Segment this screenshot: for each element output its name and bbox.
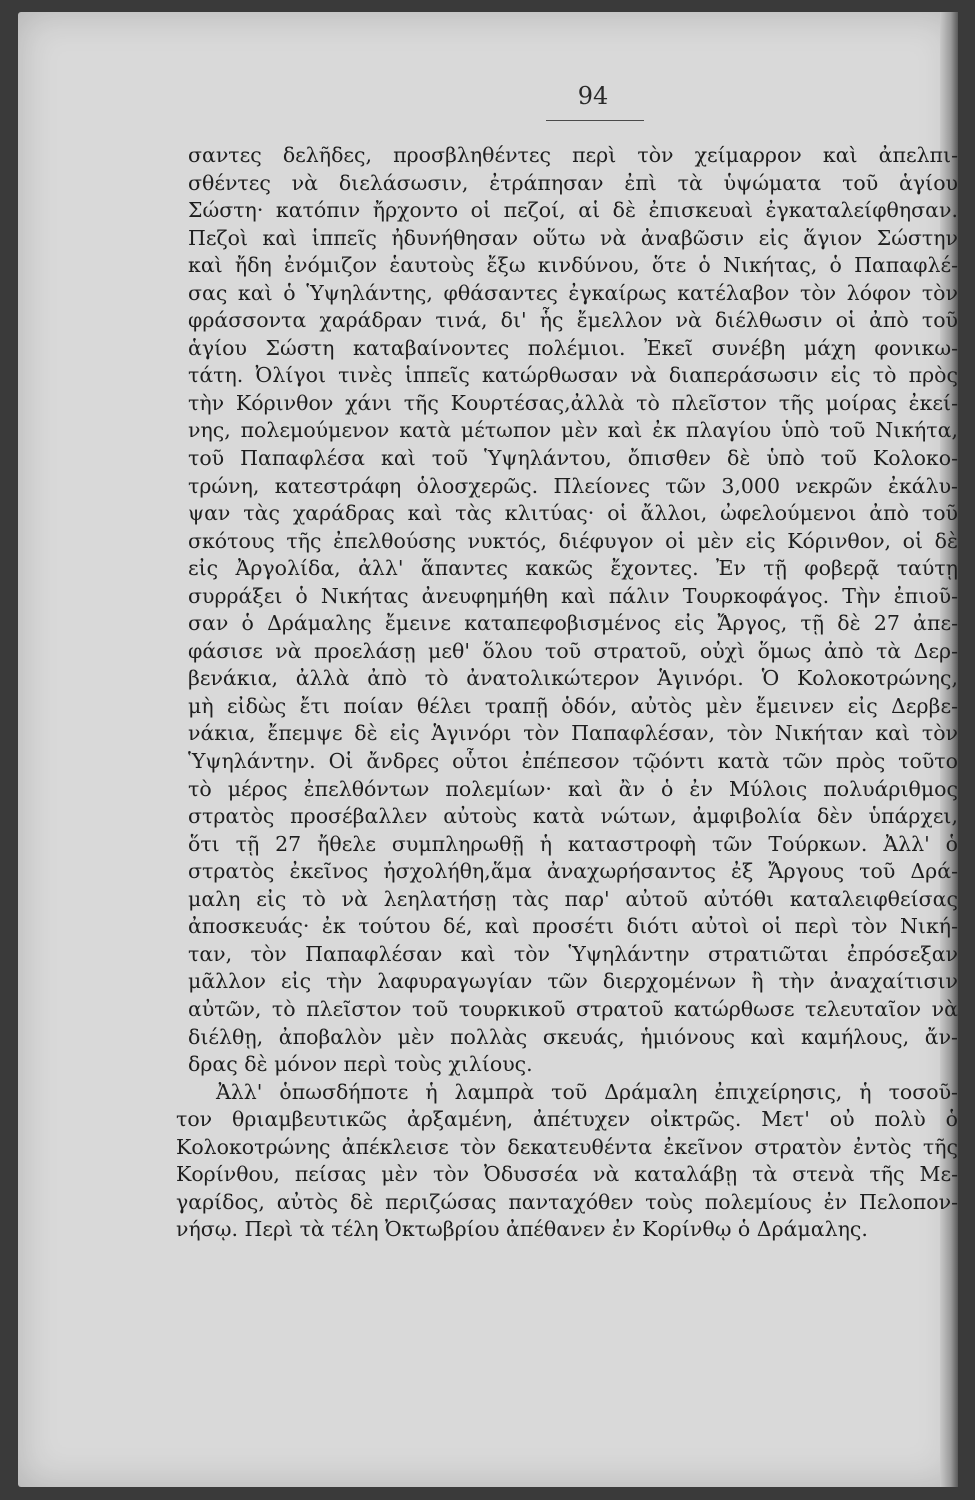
text-line: συρράξει ὁ Νικήτας ἀνευφημήθη καὶ πάλιν Τουρκοφάγος. Τὴν ἐπιοῦ- (188, 583, 958, 608)
text-line: καὶ ἤδη ἐνόμιζον ἑαυτοὺς ἔξω κινδύνου, ὅτε ὁ Νικήτας, ὁ Παπαφλέ- (188, 253, 958, 278)
text-line: φράσσοντα χαράδραν τινά, δι' ἧς ἔμελλον νὰ διέλθωσιν οἱ ἀπὸ τοῦ (188, 308, 958, 333)
text-line: σκότους τῆς ἐπελθούσης νυκτός, διέφυγον οἱ μὲν εἰς Κόρινθον, οἱ δὲ (188, 528, 958, 553)
book-page (18, 12, 958, 1487)
text-line: στρατὸς ἐκεῖνος ἠσχολήθη,ἅμα ἀναχωρήσαντος ἐξ Ἄργους τοῦ Δρά- (188, 859, 958, 884)
text-line: νης, πολεμούμενον κατὰ μέτωπον μὲν καὶ ἐκ πλαγίου ὑπὸ τοῦ Νικήτα, (188, 418, 958, 443)
text-line: βενάκια, ἀλλὰ ἀπὸ τὸ ἀνατολικώτερον Ἁγινόρι. Ὁ Κολοκοτρώνης, (188, 666, 958, 691)
text-line: σαντες δελῆδες, προσβληθέντες περὶ τὸν χείμαρρον καὶ ἀπελπι- (188, 143, 958, 167)
text-line: μὴ εἰδὼς ἔτι ποίαν θέλει τραπῇ ὁδόν, αὐτὸς μὲν ἔμεινεν εἰς Δερβε- (188, 693, 958, 718)
page-text (176, 142, 958, 1244)
text-line: ταν, τὸν Παπαφλέσαν καὶ τὸν Ὑψηλάντην στρατιῶται ἐπρόσεξαν (188, 941, 958, 966)
text-line: γαρίδος, αὐτὸς δὲ περιζώσας πανταχόθεν τοὺς πολεμίους ἐν Πελοπον- (176, 1189, 958, 1214)
text-line: ὅτι τῇ 27 ἤθελε συμπληρωθῇ ἡ καταστροφὴ τῶν Τούρκων. Ἀλλ' ὁ (188, 831, 958, 856)
text-line: νήσῳ. Περὶ τὰ τέλη Ὀκτωβρίου ἀπέθανεν ἐν Κορίνθῳ ὁ Δράμαλης. (176, 1217, 868, 1242)
text-line: ἁγίου Σώστη καταβαίνοντες πολέμιοι. Ἐκεῖ συνέβη μάχη φονικω- (188, 335, 958, 360)
text-line: Κολοκοτρώνης ἀπέκλεισε τὸν δεκατευθέντα ἐκεῖνον στρατὸν ἐντὸς τῆς (176, 1134, 958, 1159)
text-line: Πεζοὶ καὶ ἱππεῖς ἠδυνήθησαν οὕτω νὰ ἀναβῶσιν εἰς ἅγιον Σώστην (188, 225, 958, 250)
text-line: τάτη. Ὀλίγοι τινὲς ἱππεῖς κατώρθωσαν νὰ διαπεράσωσιν εἰς τὸ πρὸς (188, 363, 958, 388)
text-line: αὐτῶν, τὸ πλεῖστον τοῦ τουρκικοῦ στρατοῦ κατώρθωσε τελευταῖον νὰ (188, 996, 958, 1021)
text-line: Ἀλλ' ὁπωσδήποτε ἡ λαμπρὰ τοῦ Δράμαλη ἐπιχείρησις, ἡ τοσοῦ- (216, 1079, 958, 1104)
text-line: τον θριαμβευτικῶς ἀρξαμένη, ἀπέτυχεν οἰκτρῶς. Μετ' οὐ πολὺ ὁ (176, 1107, 958, 1132)
text-line: Ὑψηλάντην. Οἱ ἄνδρες οὗτοι ἐπέπεσον τῷόντι κατὰ τῶν πρὸς τοῦτο (188, 749, 958, 774)
text-line: σαν ὁ Δράμαλης ἔμεινε καταπεφοβισμένος εἰς Ἄργος, τῇ δὲ 27 ἀπε- (188, 611, 958, 636)
text-line: σας καὶ ὁ Ὑψηλάντης, φθάσαντες ἐγκαίρως κατέλαβον τὸν λόφον τὸν (188, 280, 958, 305)
text-line: τὴν Κόρινθον χάνι τῆς Κουρτέσας,ἀλλὰ τὸ πλεῖστον τῆς μοίρας ἐκεί- (188, 390, 958, 415)
text-line: στρατὸς προσέβαλλεν αὐτοὺς κατὰ νώτων, ἀμφιβολία δὲν ὑπάρχει, (188, 804, 958, 829)
page-number-rule (546, 120, 644, 121)
text-line: διέλθῃ, ἀποβαλὸν μὲν πολλὰς σκευάς, ἡμιόνους καὶ καμήλους, ἄν- (188, 1024, 958, 1049)
text-line: Κορίνθου, πείσας μὲν τὸν Ὀδυσσέα νὰ καταλάβῃ τὰ στενὰ τῆς Με- (176, 1162, 958, 1187)
text-line: μαλη εἰς τὸ νὰ λεηλατήσῃ τὰς παρ' αὐτοῦ αὐτόθι καταλειφθείσας (188, 886, 958, 911)
text-line: τρώνη, κατεστράφη ὁλοσχερῶς. Πλείονες τῶν 3,000 νεκρῶν ἐκάλυ- (188, 473, 958, 498)
text-line: ψαν τὰς χαράδρας καὶ τὰς κλιτύας· οἱ ἄλλοι, ὠφελούμενοι ἀπὸ τοῦ (188, 501, 958, 526)
text-line: νάκια, ἔπεμψε δὲ εἰς Ἁγινόρι τὸν Παπαφλέσαν, τὸν Νικήταν καὶ τὸν (188, 721, 958, 746)
text-line: τοῦ Παπαφλέσα καὶ τοῦ Ὑψηλάντου, ὄπισθεν δὲ ὑπὸ τοῦ Κολοκο- (188, 446, 958, 471)
text-line: εἰς Ἀργολίδα, ἀλλ' ἅπαντες κακῶς ἔχοντες. Ἐν τῇ φοβερᾷ ταύτῃ (188, 556, 958, 581)
text-line: φάσισε νὰ προελάσῃ μεθ' ὅλου τοῦ στρατοῦ, οὐχὶ ὅμως ἀπὸ τὰ Δερ- (188, 638, 958, 663)
text-line: τὸ μέρος ἐπελθόντων πολεμίων· καὶ ἂν ὁ ἐν Μύλοις πολυάριθμος (188, 776, 958, 801)
text-line: ἀποσκευάς· ἐκ τούτου δέ, καὶ προσέτι διότι αὐτοὶ οἱ περὶ τὸν Νική- (188, 914, 958, 939)
page-number: 94 (577, 82, 609, 110)
text-line: μᾶλλον εἰς τὴν λαφυραγωγίαν τῶν διερχομένων ἢ τὴν ἀναχαίτισιν (188, 969, 958, 994)
text-line: δρας δὲ μόνον περὶ τοὺς χιλίους. (188, 1052, 533, 1077)
text-line: Σώστη· κατόπιν ἤρχοντο οἱ πεζοί, αἱ δὲ ἐπισκευαὶ ἐγκαταλείφθησαν. (188, 198, 958, 223)
text-line: σθέντες νὰ διελάσωσιν, ἐτράπησαν ἐπὶ τὰ ὑψώματα τοῦ ἁγίου (188, 170, 958, 195)
